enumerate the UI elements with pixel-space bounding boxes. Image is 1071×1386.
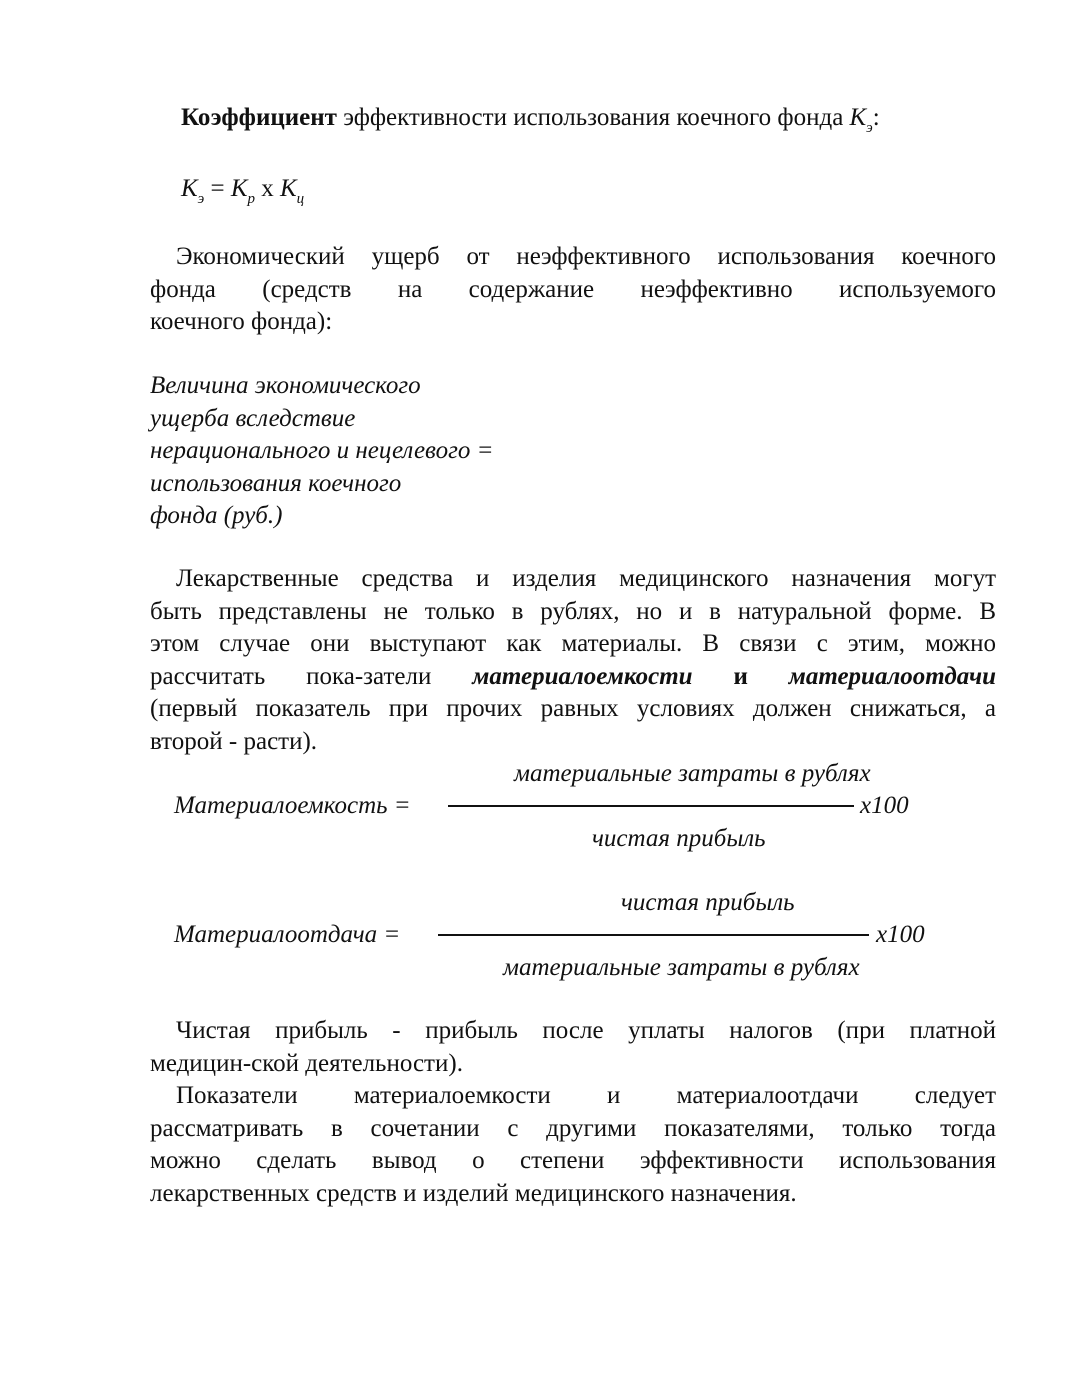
paragraph-line: можно сделать вывод о степени эффективности использования — [150, 1147, 996, 1174]
damage-formula-line: нерационального и нецелевого = — [150, 437, 494, 464]
coefficient-symbol: К — [849, 104, 867, 131]
formula-k-sub: э — [197, 191, 205, 207]
paragraph-line: Чистая прибыль - прибыль после уплаты налогов (при платной — [176, 1017, 996, 1044]
formula-me-label: Материалоемкость = — [174, 792, 411, 819]
coefficient-colon: : — [872, 104, 880, 131]
paragraph-line: рассматривать в сочетании с другими показателями, только тогда — [150, 1114, 996, 1142]
formula-kc-sub: ц — [296, 191, 305, 207]
formula-times: x — [254, 175, 280, 202]
line-part: и — [692, 662, 789, 690]
paragraph-line: лекарственных средств и изделий медицинского назначения. — [150, 1179, 797, 1207]
medicine-paragraph — [150, 563, 996, 758]
coefficient-text: эффективности использования коечного фонда — [336, 104, 850, 131]
line-part: рассчитать пока-затели — [150, 662, 473, 690]
damage-paragraph — [150, 241, 996, 339]
formula-me-numerator: материальные затраты в рублях — [514, 760, 871, 787]
paragraph-line: медицин-ской деятельности). — [150, 1049, 463, 1077]
formula-me-fraction-bar — [448, 805, 854, 807]
paragraph-line: второй - расти). — [150, 727, 318, 755]
formula-mo-multiplier: х100 — [876, 921, 925, 948]
paragraph-line: (первый показатель при прочих равных условиях должен снижаться, а — [150, 695, 996, 722]
formula-kr: К — [230, 175, 248, 202]
formula-me-denominator: чистая прибыль — [592, 825, 766, 852]
formula-mo-denominator: материальные затраты в рублях — [503, 954, 860, 981]
formula-kr-sub: р — [247, 191, 255, 207]
damage-formula-line: ущерба вследствие — [150, 404, 356, 432]
profit-paragraph — [150, 1015, 996, 1080]
damage-formula-line: фонда (руб.) — [150, 502, 283, 529]
damage-formula-line: Величина экономического — [150, 372, 421, 399]
formula-me-multiplier: х100 — [860, 792, 909, 819]
damage-formula — [150, 370, 493, 533]
damage-formula-line: использования коечного — [150, 469, 402, 497]
paragraph-line: коечного фонда): — [150, 308, 333, 335]
paragraph-line: Экономический ущерб от неэффективного использования коечного — [176, 243, 996, 270]
formula-kef — [181, 172, 304, 205]
term-materialoemkost: материалоемкости — [472, 662, 693, 690]
formula-kc: К — [279, 175, 297, 202]
coefficient-symbol-sub: э — [866, 120, 873, 136]
paragraph-line: быть представлены не только в рублях, но и в натуральной форме. В — [150, 597, 996, 625]
paragraph-line: Показатели материалоемкости и материалоотдачи следует — [176, 1082, 996, 1109]
formula-mo-label: Материалоотдача = — [174, 921, 401, 948]
paragraph-line: Лекарственные средства и изделия медицинского назначения могут — [176, 565, 996, 592]
formula-k: К — [181, 175, 198, 202]
formula-mo-fraction-bar — [438, 934, 869, 936]
paragraph-line: этом случае они выступают как материалы. В связи с этим, можно — [150, 630, 996, 657]
term-materialootdacha: материалоотдачи — [788, 662, 996, 690]
final-paragraph — [150, 1080, 996, 1210]
formula-eq: = — [204, 175, 231, 202]
formula-mo-numerator: чистая прибыль — [621, 889, 795, 916]
coefficient-term: Коэффициент — [181, 104, 337, 131]
paragraph-line: фонда (средств на содержание неэффективно используемого — [150, 275, 996, 303]
coefficient-line — [181, 101, 880, 134]
paragraph-line — [150, 661, 996, 694]
